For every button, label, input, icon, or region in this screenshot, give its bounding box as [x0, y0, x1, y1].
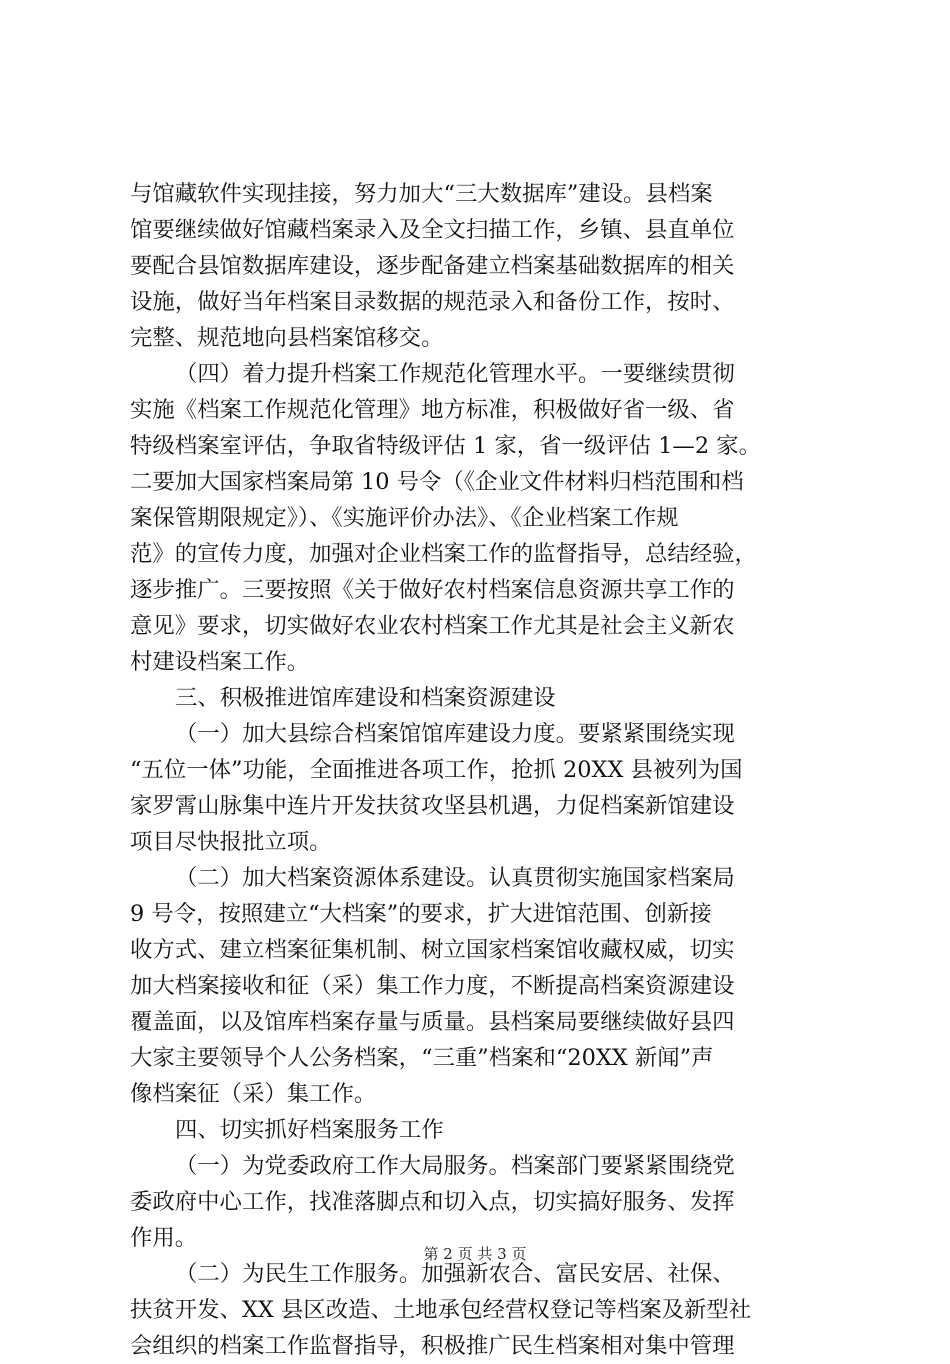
text-line: 范》的宣传力度，加强对企业档案工作的监督指导，总结经验，	[130, 541, 757, 567]
text-line: 项目尽快报批立项。	[130, 829, 332, 855]
text-line: （二）加大档案资源体系建设。认真贯彻实施国家档案局	[175, 865, 735, 891]
text-line: 完整、规范地向县档案馆移交。	[130, 325, 444, 351]
text-line: 四、切实抓好档案服务工作	[175, 1117, 444, 1143]
text-line: 大家主要领导个人公务档案，“三重”档案和“20XX 新闻”声	[130, 1045, 714, 1071]
text-line: 三、积极推进馆库建设和档案资源建设	[175, 685, 556, 711]
text-line: “五位一体”功能，全面推进各项工作，抢抓 20XX 县被列为国	[130, 757, 743, 783]
text-line: 作用。	[130, 1225, 198, 1251]
document-body	[130, 176, 830, 1364]
text-line: 案保管期限规定》）、《实施评价办法》、《企业档案工作规	[130, 505, 679, 531]
text-line: 与馆藏软件实现挂接，努力加大“三大数据库”建设。县档案	[130, 181, 713, 207]
text-line: （四）着力提升档案工作规范化管理水平。一要继续贯彻	[175, 361, 735, 387]
text-line: 逐步推广。三要按照《关于做好农村档案信息资源共享工作的	[130, 577, 735, 603]
text-line: 特级档案室评估，争取省特级评估 1 家，省一级评估 1—2 家。	[130, 433, 761, 459]
text-line: （二）为民生工作服务。加强新农合、富民安居、社保、	[175, 1261, 735, 1287]
text-line: 覆盖面，以及馆库档案存量与质量。县档案局要继续做好县四	[130, 1009, 735, 1035]
text-line: 二要加大国家档案局第 10 号令（《企业文件材料归档范围和档	[130, 469, 744, 495]
text-line: 扶贫开发、XX 县区改造、土地承包经营权登记等档案及新型社	[130, 1297, 752, 1323]
text-line: 会组织的档案工作监督指导，积极推广民生档案相对集中管理	[130, 1333, 735, 1359]
text-line: 意见》要求，切实做好农业农村档案工作尤其是社会主义新农	[130, 613, 735, 639]
text-line: 像档案征（采）集工作。	[130, 1081, 377, 1107]
text-line: 实施《档案工作规范化管理》地方标准，积极做好省一级、省	[130, 397, 735, 423]
page-footer: 第 2 页 共 3 页	[423, 1245, 527, 1263]
text-line: 委政府中心工作，找准落脚点和切入点，切实搞好服务、发挥	[130, 1189, 735, 1215]
text-line: 村建设档案工作。	[130, 649, 310, 675]
text-line: 9 号令，按照建立“大档案”的要求，扩大进馆范围、创新接	[130, 901, 712, 927]
text-line: 要配合县馆数据库建设，逐步配备建立档案基础数据库的相关	[130, 253, 735, 279]
text-line: 家罗霄山脉集中连片开发扶贫攻坚县机遇，力促档案新馆建设	[130, 793, 735, 819]
text-line: 收方式、建立档案征集机制、树立国家档案馆收藏权威，切实	[130, 937, 735, 963]
text-line: 加大档案接收和征（采）集工作力度，不断提高档案资源建设	[130, 973, 735, 999]
text-line: 馆要继续做好馆藏档案录入及全文扫描工作，乡镇、县直单位	[130, 217, 735, 243]
text-line: （一）为党委政府工作大局服务。档案部门要紧紧围绕党	[175, 1153, 735, 1179]
text-line: （一）加大县综合档案馆馆库建设力度。要紧紧围绕实现	[175, 721, 735, 747]
text-line: 设施，做好当年档案目录数据的规范录入和备份工作，按时、	[130, 289, 735, 315]
